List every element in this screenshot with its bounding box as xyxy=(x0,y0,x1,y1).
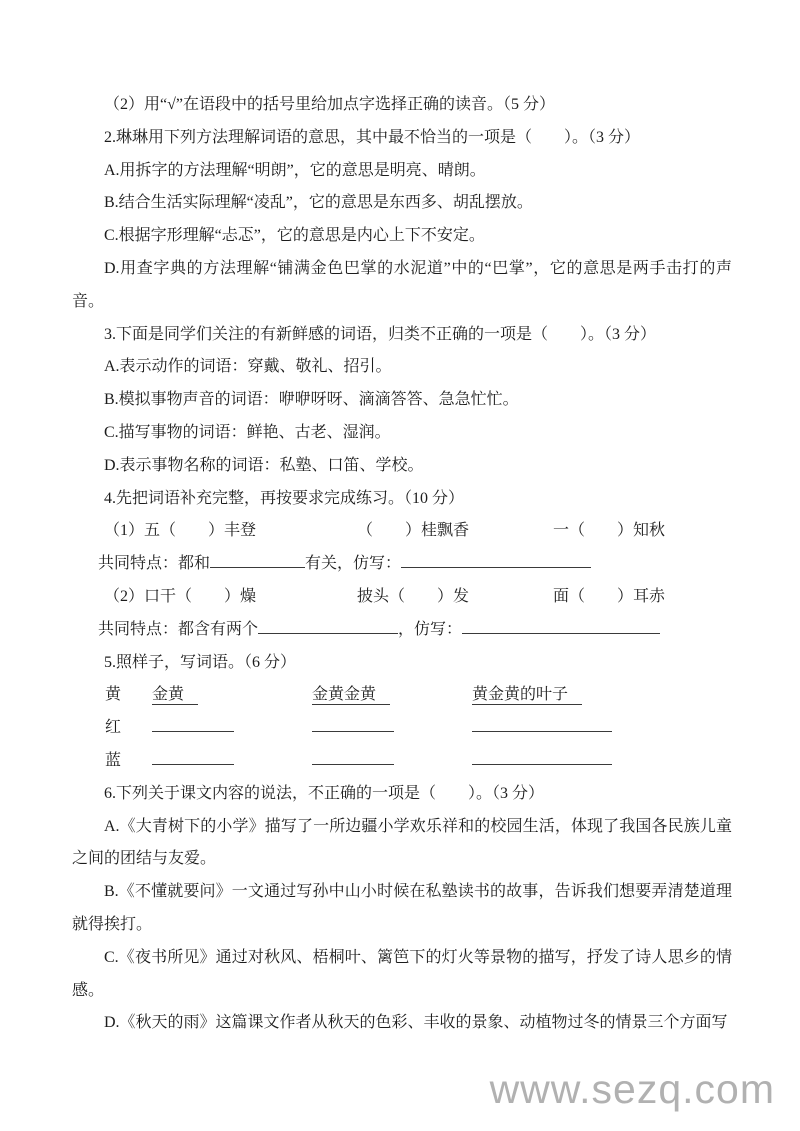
q6-option-a: A.《大青树下的小学》描写了一所边疆小学欢乐祥和的校园生活，体现了我国各民族儿童之间的团结与友爱。 xyxy=(72,817,732,868)
question-5-intro: 5.照样子，写词语。（6 分） xyxy=(104,653,297,671)
q4-feature2-mid: ，仿写： xyxy=(398,620,463,638)
q4-row2-item-3: 面（ ）耳赤 xyxy=(553,587,666,605)
q5-answer-row-blue xyxy=(72,745,732,778)
q4-row2-item-2: 披头（ ）发 xyxy=(357,587,470,605)
q2-option-b: B.结合生活实际理解“凌乱”，它的意思是东西多、胡乱摆放。 xyxy=(104,194,533,212)
q6-option-d: D.《秋天的雨》这篇课文作者从秋天的色彩、丰收的景象、动植物过冬的情景三个方面写 xyxy=(104,1014,728,1032)
q4-fill-row-2 xyxy=(72,581,732,614)
q4-feature-line-1 xyxy=(72,548,732,581)
q3-option-a: A.表示动作的词语：穿戴、敬礼、招引。 xyxy=(104,358,392,376)
q3-option-c: C.描写事物的词语：鲜艳、古老、湿润。 xyxy=(104,423,391,441)
q5-example-word-3: 黄金黄的叶子 xyxy=(472,686,582,705)
q4-row1-item-3: 一（ ）知秋 xyxy=(553,522,666,540)
q4-feature1-blank-1 xyxy=(210,549,305,568)
q3-option-b: B.模拟事物声音的词语：咿咿呀呀、滴滴答答、急急忙忙。 xyxy=(104,391,519,409)
q2-option-a: A.用拆字的方法理解“明朗”，它的意思是明亮、晴朗。 xyxy=(104,161,486,179)
q3-option-d: D.表示事物名称的词语：私塾、口笛、学校。 xyxy=(104,456,424,474)
q5-red-blank-2 xyxy=(312,713,394,732)
q4-feature1-prefix: 共同特点：都和 xyxy=(98,555,211,573)
q6-option-b: B.《不懂就要问》一文通过写孙中山小时候在私塾读书的故事，告诉我们想要弄清楚道理就得挨打。 xyxy=(72,883,732,933)
q4-feature-line-2 xyxy=(72,614,732,647)
q5-red-blank-3 xyxy=(472,713,612,732)
q4-row1-item-1: （1）五（ ）丰登 xyxy=(104,522,257,540)
q4-feature1-blank-2 xyxy=(401,549,591,568)
q5-blue-blank-3 xyxy=(472,746,612,765)
question-1-sub2: （2）用“√”在语段中的括号里给加点字选择正确的读音。（5 分） xyxy=(104,96,555,113)
q5-row-label-blue: 蓝 xyxy=(105,751,122,769)
q5-red-blank-1 xyxy=(152,713,234,732)
q5-example-word-1: 金黄 xyxy=(152,686,198,705)
q2-option-c: C.根据字形理解“忐忑”，它的意思是内心上下不安定。 xyxy=(104,227,485,245)
q2-option-d: D.用查字典的方法理解“铺满金色巴掌的水泥道”中的“巴掌”，它的意思是两手击打的声音。 xyxy=(72,259,732,310)
q4-feature2-blank-1 xyxy=(258,614,398,633)
q4-feature2-blank-2 xyxy=(462,614,660,633)
q5-answer-row-red xyxy=(72,712,732,745)
q5-blue-blank-2 xyxy=(312,746,394,765)
q5-example-label: 黄 xyxy=(105,686,122,704)
site-watermark: www.sezq.com xyxy=(489,1066,775,1112)
question-4-intro: 4.先把词语补充完整，再按要求完成练习。（10 分） xyxy=(104,489,465,507)
question-3-intro: 3.下面是同学们关注的有新鲜感的词语，归类不正确的一项是（ ）。（3 分） xyxy=(104,325,657,343)
exam-page xyxy=(72,89,732,1040)
q4-fill-row-1 xyxy=(72,515,732,548)
q5-row-label-red: 红 xyxy=(105,719,122,737)
q5-blue-blank-1 xyxy=(152,746,234,765)
q5-example-word-2: 金黄金黄 xyxy=(312,686,390,705)
q4-row1-item-2: （ ）桂飘香 xyxy=(357,522,470,540)
q4-feature1-mid: 有关，仿写： xyxy=(305,555,402,573)
q5-example-row xyxy=(72,679,732,712)
q6-option-c: C.《夜书所见》通过对秋风、梧桐叶、篱笆下的灯火等景物的描写，抒发了诗人思乡的情感。 xyxy=(72,948,732,999)
q4-row2-item-1: （2）口干（ ）燥 xyxy=(104,587,257,605)
question-2-intro: 2.琳琳用下列方法理解词语的意思，其中最不恰当的一项是（ ）。（3 分） xyxy=(104,128,641,146)
q4-feature2-prefix: 共同特点：都含有两个 xyxy=(98,620,259,638)
question-6-intro: 6.下列关于课文内容的说法，不正确的一项是（ ）。（3 分） xyxy=(104,784,545,802)
